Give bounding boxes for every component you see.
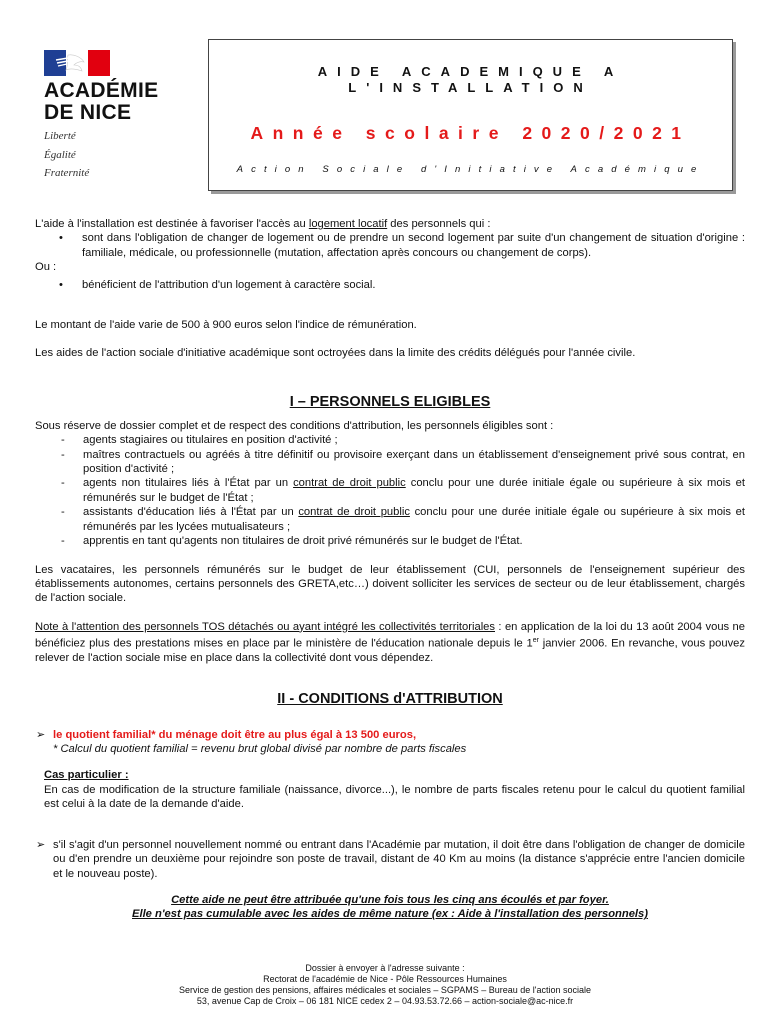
tos-note-paragraph: Note à l'attention des personnels TOS détachés ou ayant intégré les collectivités territoriales : en application de la loi du 13 août 2004 vous ne bénéficiez plus des prestations mises en place par le ministère de l'éducation nationale depuis le 1er janvier 2006. En revanche, vous pouvez relever de l'action sociale mise en place dans la collectivité dont vous dépendez.: [35, 620, 746, 665]
quotient-condition: ➢ le quotient familial* du ménage doit être au plus égal à 13 500 euros,: [36, 728, 417, 741]
eligible-item-2: - maîtres contractuels ou agréés à titre définitif ou provisoire exerçant dans un établissement d'enseignement privé sous contrat, en position d'activité ;: [61, 448, 745, 476]
footer-line-4: 53, avenue Cap de Croix – 06 181 NICE cedex 2 – 04.93.53.72.66 – action-sociale@ac-nice.fr: [196, 996, 574, 1006]
ou-label: Ou :: [35, 261, 57, 274]
bullet-icon: •: [59, 278, 63, 291]
logement-locatif-term: logement locatif: [308, 218, 388, 230]
marianne-flag-icon: [44, 50, 110, 76]
vacataires-paragraph: Les vacataires, les personnels rémunérés sur le budget de leur établissement (CUI, personnels de l'enseignement supérieur des établissements autonomes, certains personnels des GRETA,etc…) doivent solliciter les services de secteur ou de leur établissement, chargés de l'action sociale.: [35, 563, 745, 605]
montant-paragraph: Le montant de l'aide varie de 500 à 900 euros selon l'indice de rémunération.: [35, 319, 417, 332]
quotient-note: * Calcul du quotient familial = revenu brut global divisé par nombre de parts fiscales: [53, 743, 467, 756]
motto-egalite: Égalité: [44, 148, 76, 161]
bullet-icon: •: [59, 232, 63, 245]
arrow-icon: ➢: [36, 838, 46, 851]
cas-particulier-title: Cas particulier :: [44, 769, 129, 782]
section2-title: II - CONDITIONS d'ATTRIBUTION: [277, 690, 503, 707]
rule-not-cumulable: Elle n'est pas cumulable avec les aides de même nature (ex : Aide à l'installation des personnels): [132, 908, 648, 921]
motto-liberte: Liberté: [44, 130, 76, 142]
intro-paragraph: L'aide à l'installation est destinée à favoriser l'accès au logement locatif des personnels qui :: [35, 218, 491, 230]
footer-line-1: Dossier à envoyer à l'adresse suivante :: [305, 963, 465, 973]
academie-logo: [44, 50, 194, 180]
mutation-condition: ➢ s'il s'agit d'un personnel nouvellement nommé ou entrant dans l'Académie par mutation, il doit être dans l'obligation de changer de domicile ou d'en prendre un deuxième pour rejoindre son poste de travail, distant de 40 Km au moins (la distance s'apprécie entre l'ancien domicile et le nouveau poste).: [36, 838, 745, 880]
section1-lead: Sous réserve de dossier complet et de respect des conditions d'attribution, les personnels éligibles sont :: [35, 419, 554, 432]
tos-note-heading: Note à l'attention des personnels TOS détachés ou ayant intégré les collectivités territoriales: [35, 620, 495, 633]
document-title-line2: L'INSTALLATION: [348, 80, 593, 95]
footer-line-2: Rectorat de l'académie de Nice - Pôle Ressources Humaines: [263, 974, 507, 984]
eligible-item-4: - assistants d'éducation liés à l'État par un contrat de droit public conclu pour une durée initiale égale ou supérieure à six mois et rémunérés par les lycées mutualisateurs ;: [61, 506, 745, 533]
eligible-item-5: - apprentis en tant qu'agents non titulaires de droit privé rémunérés sur le budget de l'État.: [61, 535, 523, 548]
credits-paragraph: Les aides de l'action sociale d'initiative académique sont octroyées dans la limite des crédits délégués pour l'année civile.: [35, 347, 636, 360]
academie-name-line2: DE NICE: [44, 101, 132, 124]
footer-line-3: Service de gestion des pensions, affaires médicales et sociales – SGPAMS – Bureau de l'action sociale: [178, 985, 592, 995]
rule-once-five-years: Cette aide ne peut être attribuée qu'une fois tous les cinq ans écoulés et par foyer.: [171, 893, 609, 906]
motto-fraternite: Fraternité: [44, 167, 90, 179]
cas-particulier-text: En cas de modification de la structure familiale (naissance, divorce...), le nombre de parts fiscales retenu pour le calcul du quotient familial est celui à la date de la demande d'aide.: [44, 783, 745, 811]
document-title-line1: AIDE ACADEMIQUE A: [317, 64, 624, 79]
document-subtitle: Action Sociale d'Initiative Académique: [236, 164, 705, 176]
main-content: [35, 217, 745, 922]
intro-bullet-2: • bénéficient de l'attribution d'un logement à caractère social.: [59, 278, 376, 291]
section1-title: I – PERSONNELS ELIGIBLES: [289, 393, 491, 410]
arrow-icon: ➢: [36, 728, 46, 741]
eligible-item-1: - agents stagiaires ou titulaires en position d'activité ;: [61, 434, 338, 447]
intro-bullet-1: • sont dans l'obligation de changer de logement ou de prendre un second logement par suite d'un changement de situation d'origine : familiale, médicale, ou professionnelle (mutation, affectation après concours ou changement de corps).: [59, 232, 745, 259]
academie-name-line1: ACADÉMIE: [44, 79, 159, 102]
eligible-item-3: - agents non titulaires liés à l'État par un contrat de droit public conclu pour une durée initiale égale ou supérieure à six mois et rémunérés sur le budget de l'État ;: [61, 477, 745, 504]
footer-address: [0, 963, 770, 1007]
school-year: Année scolaire 2020/2021: [250, 123, 691, 143]
title-box: [208, 39, 733, 191]
